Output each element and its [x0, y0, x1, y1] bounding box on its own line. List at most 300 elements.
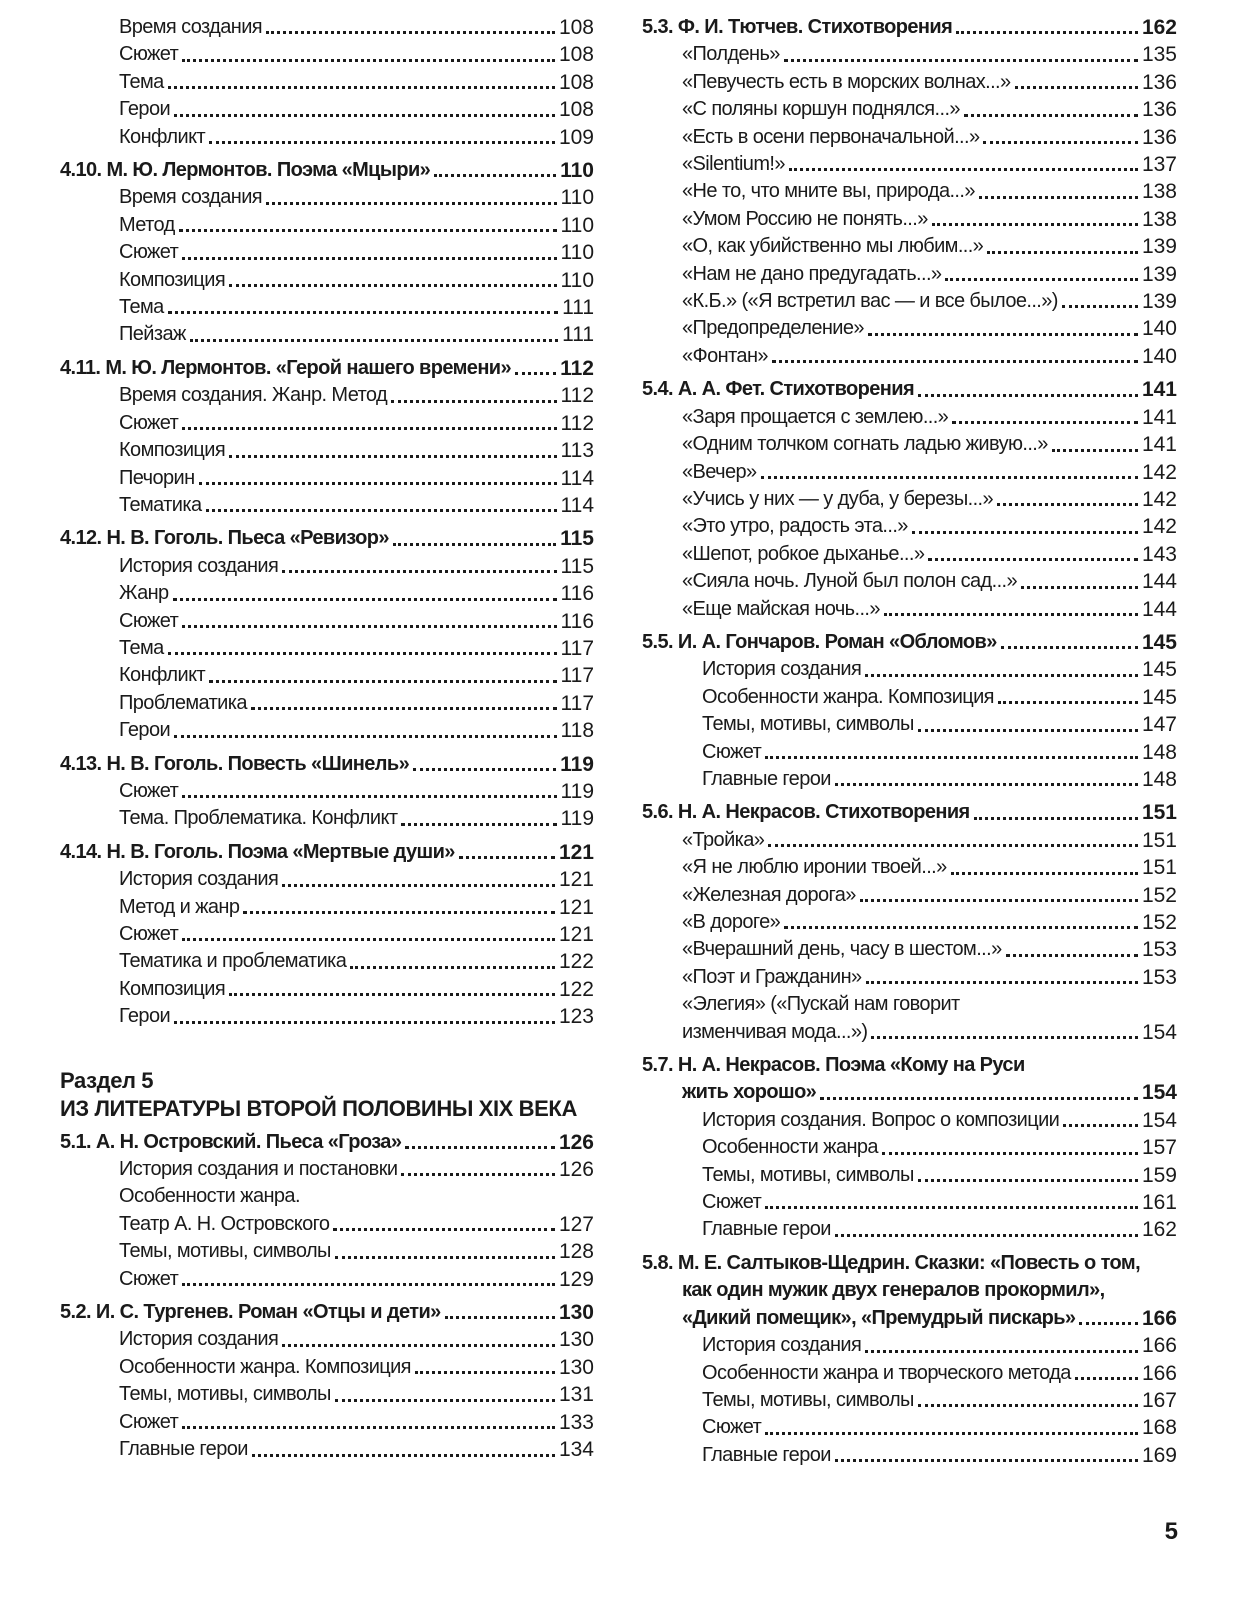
toc-entry-page: 140: [1141, 317, 1177, 341]
toc-subentry[interactable]: [60, 124, 594, 151]
toc-entry-page: 108: [558, 70, 594, 94]
toc-subentry[interactable]: [642, 1134, 1177, 1161]
toc-subentry[interactable]: [642, 288, 1177, 315]
toc-entry-label: Тема: [119, 296, 164, 319]
toc-entry-page: 121: [558, 895, 594, 919]
toc-subentry[interactable]: [642, 596, 1177, 623]
toc-entry-page: 123: [558, 1005, 594, 1029]
toc-subentry[interactable]: [60, 894, 594, 921]
toc-entry-page: 110: [560, 268, 594, 292]
dot-leader: [912, 531, 1138, 534]
toc-section-entry[interactable]: [60, 157, 594, 184]
toc-section-entry[interactable]: [60, 1299, 594, 1326]
toc-section-entry[interactable]: [642, 1250, 1177, 1332]
dot-leader: [401, 1173, 555, 1176]
toc-subentry[interactable]: [60, 635, 594, 662]
toc-subentry[interactable]: [60, 662, 594, 689]
dot-leader: [835, 1234, 1138, 1237]
dot-leader: [182, 427, 556, 430]
toc-entry-page: 134: [558, 1438, 594, 1462]
toc-subentry[interactable]: [60, 921, 594, 948]
toc-left-column: [60, 14, 594, 1464]
toc-subentry[interactable]: [642, 827, 1177, 854]
toc-entry-page: 116: [560, 609, 594, 633]
toc-entry-label: «Заря прощается с землею...»: [682, 405, 949, 428]
toc-entry-label: Проблематика: [119, 691, 247, 714]
toc-entry-page: 126: [558, 1158, 594, 1182]
toc-entry-page: 108: [558, 98, 594, 122]
toc-entry-label: Герои: [119, 719, 171, 742]
toc-entry-page: 116: [560, 582, 594, 606]
toc-subentry[interactable]: [642, 513, 1177, 540]
toc-entry-page: 121: [558, 868, 594, 892]
dot-leader: [1075, 1377, 1138, 1380]
dot-leader: [190, 339, 558, 342]
toc-subentry[interactable]: [642, 1360, 1177, 1387]
toc-subentry[interactable]: [60, 212, 594, 239]
dot-leader: [168, 311, 558, 314]
toc-entry-label: «Шепот, робкое дыханье...»: [682, 542, 925, 565]
dot-leader: [951, 872, 1138, 875]
dot-leader: [882, 1152, 1138, 1155]
toc-entry-page: 128: [558, 1240, 594, 1264]
toc-subentry[interactable]: [60, 717, 594, 744]
dot-leader: [182, 625, 556, 628]
toc-subentry[interactable]: [60, 69, 594, 96]
toc-entry-page: 114: [560, 466, 594, 490]
dot-leader: [974, 817, 1138, 820]
toc-subentry[interactable]: [642, 739, 1177, 766]
toc-entry-label: Композиция: [119, 439, 226, 462]
toc-section-entry[interactable]: [60, 525, 594, 552]
toc-subentry[interactable]: [60, 437, 594, 464]
toc-entry-label: Сюжет: [119, 609, 179, 632]
dot-leader: [866, 981, 1138, 984]
dot-leader: [282, 1344, 555, 1347]
toc-entry-label: История создания. Вопрос о композиции: [702, 1108, 1060, 1131]
toc-entry-page: 130: [558, 1355, 594, 1379]
dot-leader: [335, 1399, 555, 1402]
dot-leader: [173, 598, 557, 601]
toc-entry-label: Главные герои: [702, 1218, 831, 1241]
toc-section-entry[interactable]: [642, 1052, 1177, 1107]
dot-leader: [1006, 954, 1138, 957]
toc-entry-label: 4.14. Н. В. Гоголь. Поэма «Мертвые души»: [60, 840, 455, 863]
dot-leader: [928, 558, 1138, 561]
toc-subentry[interactable]: [642, 882, 1177, 909]
dot-leader: [945, 278, 1138, 281]
toc-entry-label: Тема: [119, 636, 164, 659]
toc-subentry[interactable]: [60, 553, 594, 580]
toc-subentry[interactable]: [60, 1238, 594, 1265]
dot-leader: [1063, 1124, 1138, 1127]
toc-subentry[interactable]: [642, 261, 1177, 288]
toc-entry-page: 141: [1141, 433, 1177, 457]
toc-entry-label: Время создания: [119, 16, 263, 38]
toc-subentry[interactable]: [642, 964, 1177, 991]
toc-entry-label: Особенности жанра и творческого метода: [702, 1361, 1071, 1384]
dot-leader: [835, 783, 1138, 786]
toc-entry-label: 4.13. Н. В. Гоголь. Повесть «Шинель»: [60, 752, 410, 775]
toc-subentry[interactable]: [642, 151, 1177, 178]
toc-entry-label: «Сияла ночь. Луной был полон сад...»: [682, 570, 1018, 593]
toc-entry-label: История создания: [702, 658, 862, 681]
toc-entry-page: 110: [560, 159, 594, 183]
toc-subentry[interactable]: [60, 382, 594, 409]
toc-subentry[interactable]: [642, 343, 1177, 370]
toc-entry-page: 111: [562, 323, 594, 347]
toc-subentry[interactable]: [642, 656, 1177, 683]
toc-subentry[interactable]: [60, 321, 594, 348]
toc-entry-label: «Дикий помещик», «Премудрый пискарь»: [682, 1306, 1076, 1329]
dot-leader: [401, 823, 556, 826]
toc-entry-page: 138: [1141, 180, 1177, 204]
toc-entry-label: Особенности жанра.: [119, 1185, 300, 1208]
toc-subentry[interactable]: [642, 936, 1177, 963]
toc-entry-label: Особенности жанра. Композиция: [702, 685, 994, 708]
toc-subentry[interactable]: [60, 184, 594, 211]
toc-entry-label: Темы, мотивы, символы: [702, 713, 914, 736]
toc-entry-label: Сюжет: [702, 1191, 762, 1214]
toc-entry-page: 167: [1141, 1388, 1177, 1412]
toc-entry-page: 154: [1141, 1108, 1177, 1132]
dot-leader: [918, 1404, 1138, 1407]
toc-entry-label: «С поляны коршун поднялся...»: [682, 98, 960, 121]
toc-entry-label: Метод и жанр: [119, 895, 240, 918]
toc-section-entry[interactable]: [642, 629, 1177, 656]
toc-section-entry[interactable]: [60, 751, 594, 778]
toc-entry-page: 119: [560, 807, 594, 831]
dot-leader: [229, 284, 556, 287]
toc-entry-label: Темы, мотивы, символы: [119, 1383, 331, 1406]
toc-entry-page: 162: [1141, 1218, 1177, 1242]
toc-subentry[interactable]: [642, 854, 1177, 881]
dot-leader: [765, 1206, 1138, 1209]
dot-leader: [182, 59, 555, 62]
toc-subentry[interactable]: [60, 239, 594, 266]
toc-entry-label: Время создания: [119, 186, 263, 209]
toc-entry-label: Сюжет: [119, 43, 179, 66]
toc-list-part-1: [60, 14, 594, 1031]
toc-subentry[interactable]: [60, 267, 594, 294]
dot-leader: [266, 202, 556, 205]
toc-entry-label: «Железная дорога»: [682, 883, 856, 906]
toc-subentry[interactable]: [60, 1381, 594, 1408]
toc-subentry[interactable]: [642, 1216, 1177, 1243]
toc-subentry[interactable]: [60, 948, 594, 975]
toc-entry-page: 147: [1141, 713, 1177, 737]
toc-subentry[interactable]: [60, 1409, 594, 1436]
toc-entry-page: 154: [1141, 1081, 1177, 1105]
toc-entry-page: 142: [1141, 487, 1177, 511]
toc-subentry[interactable]: [642, 909, 1177, 936]
toc-entry-page: 129: [558, 1267, 594, 1291]
toc-entry-page: 159: [1141, 1163, 1177, 1187]
toc-entry-label: Главные герои: [119, 1438, 248, 1461]
toc-entry-page: 168: [1141, 1416, 1177, 1440]
toc-subentry[interactable]: [642, 711, 1177, 738]
dot-leader: [243, 911, 555, 914]
toc-entry-page: 142: [1141, 515, 1177, 539]
toc-subentry[interactable]: [60, 1211, 594, 1238]
dot-leader: [820, 1097, 1138, 1100]
toc-entry-page: 119: [560, 779, 594, 803]
toc-entry-label: «В дороге»: [682, 911, 781, 933]
dot-leader: [459, 856, 555, 859]
dot-leader: [445, 1316, 555, 1319]
dot-leader: [179, 229, 557, 232]
toc-entry-label: Главные герои: [702, 1443, 831, 1466]
toc-subentry[interactable]: [642, 124, 1177, 151]
dot-leader: [174, 114, 555, 117]
toc-entry-label: 5.4. А. А. Фет. Стихотворения: [642, 378, 915, 401]
toc-subentry[interactable]: [60, 1156, 594, 1183]
toc-section-entry[interactable]: [642, 799, 1177, 826]
toc-entry-label: жить хорошо»: [682, 1081, 817, 1104]
dot-leader: [350, 966, 555, 969]
toc-subentry[interactable]: [642, 1387, 1177, 1414]
dot-leader: [391, 400, 556, 403]
toc-subentry[interactable]: [60, 608, 594, 635]
toc-section-entry[interactable]: [642, 376, 1177, 403]
dot-leader: [998, 701, 1138, 704]
toc-entry-label: История создания и постановки: [119, 1158, 398, 1181]
toc-subentry[interactable]: [60, 976, 594, 1003]
section-heading: [60, 1067, 594, 1123]
toc-entry-label: «Есть в осени первоначальной...»: [682, 125, 980, 148]
toc-entry-label: 5.2. И. С. Тургенев. Роман «Отцы и дети»: [60, 1301, 441, 1324]
toc-entry-label: «Предопределение»: [682, 317, 864, 340]
toc-entry-label: Сюжет: [119, 779, 179, 802]
toc-entry-page: 117: [560, 664, 594, 688]
dot-leader: [182, 795, 556, 798]
toc-entry-page: 153: [1141, 938, 1177, 962]
dot-leader: [229, 993, 555, 996]
toc-entry-page: 115: [560, 554, 594, 578]
toc-subentry[interactable]: [642, 233, 1177, 260]
toc-entry-label: «Не то, что мните вы, природа...»: [682, 180, 975, 203]
dot-leader: [168, 652, 557, 655]
toc-subentry[interactable]: [642, 431, 1177, 458]
toc-entry-label: Темы, мотивы, символы: [119, 1240, 331, 1263]
toc-entry-page: 114: [560, 493, 594, 517]
toc-subentry[interactable]: [60, 1266, 594, 1293]
toc-entry-label: «Я не люблю иронии твоей...»: [682, 856, 947, 879]
toc-entry-label: «Нам не дано предугадать...»: [682, 262, 942, 285]
toc-subentry[interactable]: [60, 14, 594, 41]
toc-entry-page: 152: [1141, 883, 1177, 907]
dot-leader: [964, 114, 1138, 117]
dot-leader: [182, 938, 555, 941]
toc-entry-page: 136: [1141, 70, 1177, 94]
toc-entry-page: 130: [558, 1328, 594, 1352]
toc-entry-page: 122: [558, 950, 594, 974]
dot-leader: [835, 1459, 1138, 1462]
toc-entry-label: Метод: [119, 213, 175, 236]
toc-entry-page: 142: [1141, 460, 1177, 484]
toc-subentry[interactable]: [60, 410, 594, 437]
toc-subentry[interactable]: [642, 459, 1177, 486]
toc-entry-page: 136: [1141, 98, 1177, 122]
dot-leader: [761, 476, 1138, 479]
dot-leader: [956, 31, 1138, 34]
toc-subentry[interactable]: [642, 486, 1177, 513]
dot-leader: [865, 674, 1138, 677]
toc-entry-label: «Певучесть есть в морских волнах...»: [682, 70, 1011, 93]
toc-entry-page: 111: [562, 296, 594, 320]
toc-subentry[interactable]: [60, 690, 594, 717]
toc-entry-label: «Это утро, радость эта...»: [682, 515, 908, 538]
toc-subentry[interactable]: [60, 580, 594, 607]
toc-entry-label: Особенности жанра. Композиция: [119, 1355, 411, 1378]
toc-subentry[interactable]: [60, 1326, 594, 1353]
toc-subentry[interactable]: [642, 69, 1177, 96]
toc-entry-label: «Тройка»: [682, 828, 765, 851]
toc-entry-label: Композиция: [119, 977, 226, 1000]
toc-subentry[interactable]: [642, 404, 1177, 431]
dot-leader: [1021, 586, 1138, 589]
toc-entry-page: 121: [558, 840, 594, 864]
toc-entry-label: Герои: [119, 98, 171, 121]
toc-entry-page: 148: [1141, 767, 1177, 791]
toc-entry-page: 137: [1141, 153, 1177, 177]
toc-subentry[interactable]: [642, 41, 1177, 68]
toc-section-entry[interactable]: [60, 839, 594, 866]
toc-subentry[interactable]: [60, 1354, 594, 1381]
toc-subentry[interactable]: [642, 568, 1177, 595]
toc-entry-page: 110: [560, 213, 594, 237]
toc-entry-page: 118: [560, 719, 594, 743]
toc-subentry[interactable]: [60, 41, 594, 68]
toc-entry-page: 148: [1141, 740, 1177, 764]
toc-entry-label: Пейзаж: [119, 323, 186, 346]
toc-subentry[interactable]: [60, 1436, 594, 1463]
toc-entry-label: Время создания. Жанр. Метод: [119, 384, 388, 407]
toc-subentry[interactable]: [642, 684, 1177, 711]
dot-leader: [884, 613, 1138, 616]
toc-entry-label: Сюжет: [702, 1416, 762, 1439]
toc-entry-label: 5.6. Н. А. Некрасов. Стихотворения: [642, 801, 970, 824]
toc-subentry[interactable]: [642, 1189, 1177, 1216]
toc-section-entry[interactable]: [642, 14, 1177, 41]
toc-entry-page: 110: [560, 186, 594, 210]
toc-section-entry[interactable]: [60, 355, 594, 382]
toc-subentry[interactable]: [60, 294, 594, 321]
dot-leader: [765, 756, 1138, 759]
toc-entry-label: «Silentium!»: [682, 153, 785, 176]
toc-subentry[interactable]: [60, 1183, 594, 1210]
dot-leader: [335, 1256, 555, 1259]
toc-entry-page: 153: [1141, 965, 1177, 989]
toc-subentry[interactable]: [642, 178, 1177, 205]
dot-leader: [393, 543, 556, 546]
toc-entry-label: «Умом Россию не понять...»: [682, 207, 928, 230]
toc-entry-page: 166: [1141, 1361, 1177, 1385]
toc-entry-page: 126: [558, 1130, 594, 1154]
toc-entry-label: Конфликт: [119, 664, 206, 687]
toc-entry-label: История создания: [119, 1328, 279, 1351]
toc-entry-label: История создания: [119, 868, 279, 891]
toc-subentry[interactable]: [642, 991, 1177, 1046]
toc-list-part-2: [60, 1129, 594, 1464]
toc-entry-page: 141: [1141, 378, 1177, 402]
toc-entry-label: Сюжет: [119, 241, 179, 264]
dot-leader: [209, 680, 557, 683]
toc-subentry[interactable]: [642, 96, 1177, 123]
toc-subentry[interactable]: [642, 766, 1177, 793]
toc-entry-line: 5.8. М. Е. Салтыков-Щедрин. Сказки: «Повесть о том,: [642, 1251, 1141, 1274]
dot-leader: [182, 1426, 555, 1429]
dot-leader: [252, 1454, 555, 1457]
dot-leader: [1001, 646, 1138, 649]
dot-leader: [209, 141, 555, 144]
dot-leader: [860, 899, 1138, 902]
toc-entry-page: 122: [558, 977, 594, 1001]
toc-entry-page: 112: [560, 356, 594, 380]
toc-subentry[interactable]: [642, 315, 1177, 342]
dot-leader: [784, 59, 1138, 62]
toc-entry-page: 136: [1141, 125, 1177, 149]
toc-entry-label: «О, как убийственно мы любим...»: [682, 235, 984, 258]
section-number: Раздел 5: [60, 1067, 154, 1093]
dot-leader: [1079, 1322, 1138, 1325]
toc-entry-label: «Фонтан»: [682, 344, 768, 367]
dot-leader: [206, 509, 557, 512]
dot-leader: [415, 1371, 555, 1374]
dot-leader: [987, 251, 1138, 254]
toc-subentry[interactable]: [60, 1003, 594, 1030]
dot-leader: [199, 482, 557, 485]
dot-leader: [229, 455, 556, 458]
toc-subentry[interactable]: [60, 805, 594, 832]
toc-subentry[interactable]: [60, 96, 594, 123]
toc-subentry[interactable]: [642, 1107, 1177, 1134]
toc-subentry[interactable]: [642, 541, 1177, 568]
toc-entry-page: 130: [558, 1301, 594, 1325]
toc-entry-label: 5.3. Ф. И. Тютчев. Стихотворения: [642, 16, 953, 38]
dot-leader: [868, 333, 1138, 336]
toc-section-entry[interactable]: [60, 1129, 594, 1156]
toc-entry-label: Тематика: [119, 493, 202, 516]
toc-entry-page: 144: [1141, 570, 1177, 594]
toc-subentry[interactable]: [60, 866, 594, 893]
toc-subentry[interactable]: [642, 1332, 1177, 1359]
toc-entry-label: Сюжет: [119, 923, 179, 945]
toc-subentry[interactable]: [60, 465, 594, 492]
toc-entry-label: Печорин: [119, 466, 195, 489]
toc-subentry[interactable]: [642, 1414, 1177, 1441]
dot-leader: [405, 1146, 555, 1149]
toc-entry-page: 117: [560, 691, 594, 715]
toc-entry-label: Тема. Проблематика. Конфликт: [119, 807, 398, 830]
toc-entry-page: 157: [1141, 1136, 1177, 1160]
toc-subentry[interactable]: [642, 1442, 1177, 1469]
toc-entry-label: изменчивая мода...»): [682, 1020, 868, 1043]
toc-entry-page: 151: [1141, 801, 1177, 825]
dot-leader: [918, 1179, 1138, 1182]
toc-entry-page: 145: [1141, 685, 1177, 709]
toc-subentry[interactable]: [60, 778, 594, 805]
toc-entry-label: Темы, мотивы, символы: [702, 1163, 914, 1186]
toc-entry-line: «Элегия» («Пускай нам говорит: [682, 993, 960, 1016]
toc-subentry[interactable]: [642, 206, 1177, 233]
dot-leader: [515, 372, 556, 375]
page-number: 5: [1164, 1518, 1178, 1545]
toc-subentry[interactable]: [60, 492, 594, 519]
toc-entry-page: 108: [558, 43, 594, 67]
toc-subentry[interactable]: [642, 1162, 1177, 1189]
dot-leader: [983, 141, 1137, 144]
